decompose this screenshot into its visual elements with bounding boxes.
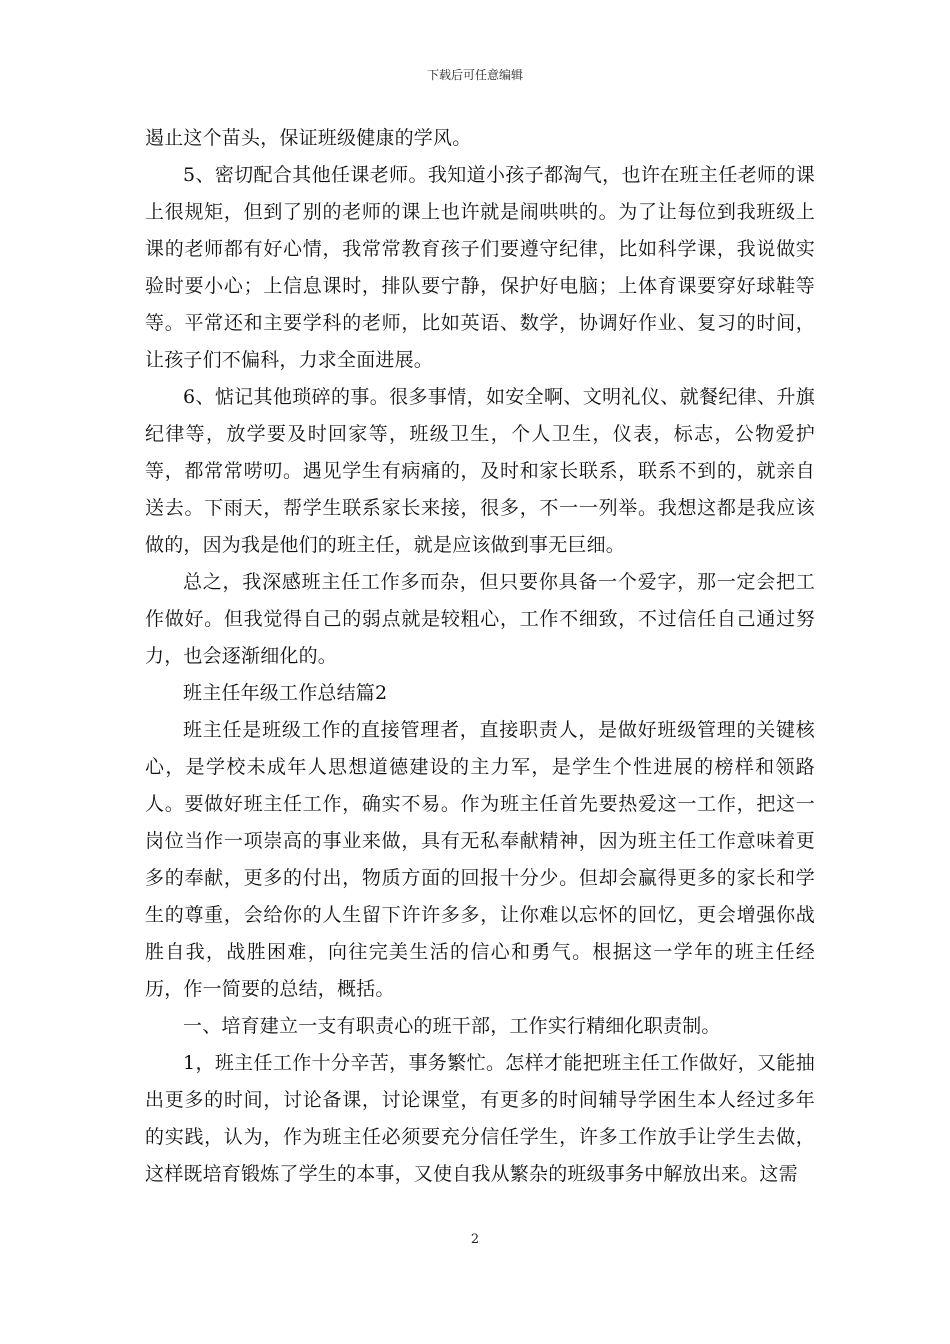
paragraph-item-5: 5、密切配合其他任课老师。我知道小孩子都淘气，也许在班主任老师的课上很规矩，但到了别的老师的课上也许就是闹哄哄的。为了让每位到我班级上课的老师都有好心情，我常常教育孩子们要遵守纪律，比如科学课，我说做实验时要小心；上信息课时，排队要宁静，保护好电脑；上体育课要穿好球鞋等等。平常还和主要学科的老师，比如英语、数学，协调好作业、复习的时间，让孩子们不偏科，力求全面进展。 xyxy=(145,164,815,371)
paragraph-intro: 班主任是班级工作的直接管理者，直接职责人，是做好班级管理的关键核心，是学校未成年人思想道德建设的主力军，是学生个性进展的榜样和领路人。要做好班主任工作，确实不易。作为班主任首先要热爱这一工作，把这一岗位当作一项崇高的事业来做，具有无私奉献精神，因为班主任工作意味着更多的奉献，更多的付出，物质方面的回报十分少。但却会赢得更多的家长和学生的尊重，会给你的人生留下许许多多，让你难以忘怀的回忆，更会增强你战胜自我，战胜困难，向往完美生活的信心和勇气。根据这一学年的班主任经历，作一简要的总结，概括。 xyxy=(145,719,815,1000)
document-body xyxy=(145,120,815,1193)
paragraph-conclusion: 总之，我深感班主任工作多而杂，但只要你具备一个爱字，那一定会把工作做好。但我觉得自己的弱点就是较粗心，工作不细致，不过信任自己通过努力，也会逐渐细化的。 xyxy=(145,571,815,667)
paragraph-continuation: 遏止这个苗头，保证班级健康的学风。 xyxy=(145,127,472,149)
page-header: 下载后可任意编辑 xyxy=(426,68,523,82)
paragraph-item-6: 6、惦记其他琐碎的事。很多事情，如安全啊、文明礼仪、就餐纪律、升旗纪律等，放学要及时回家等，班级卫生，个人卫生，仪表，标志，公物爱护等，都常常唠叨。遇见学生有病痛的，及时和家长联系，联系不到的，就亲自送去。下雨天，帮学生联系家长来接，很多，不一一列举。我想这都是我应该做的，因为我是他们的班主任，就是应该做到事无巨细。 xyxy=(145,386,815,556)
paragraph-point-1: 1，班主任工作十分辛苦，事务繁忙。怎样才能把班主任工作做好，又能抽出更多的时间，讨论备课，讨论课堂，有更多的时间辅导学困生本人经过多年的实践，认为，作为班主任必须要充分信任学生，许多工作放手让学生去做，这样既培育锻炼了学生的本事，又使自我从繁杂的班级事务中解放出来。这需 xyxy=(145,1052,815,1185)
page-number: 2 xyxy=(470,1232,480,1247)
section-heading-one: 一、培育建立一支有职责心的班干部，工作实行精细化职责制。 xyxy=(183,1015,721,1037)
section-title: 班主任年级工作总结篇2 xyxy=(183,682,388,704)
